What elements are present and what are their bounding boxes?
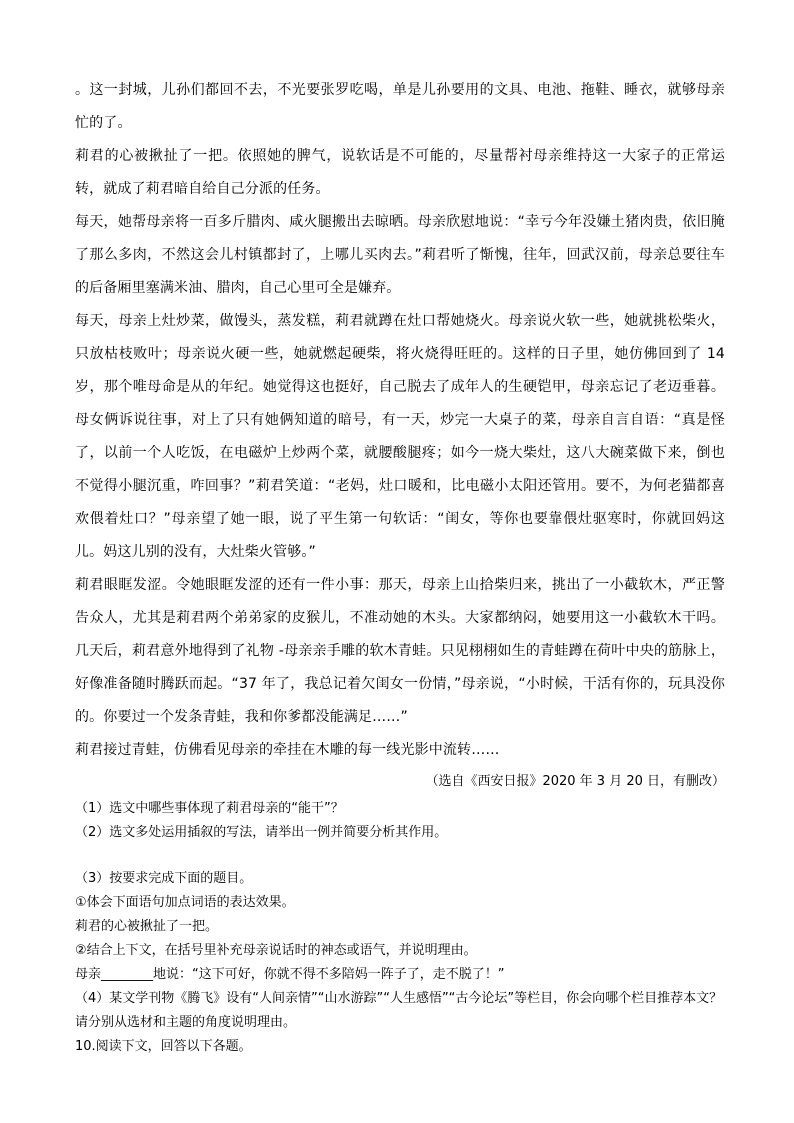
passage-paragraph-4: 每天，母亲上灶炒菜，做馒头，蒸发糕，莉君就蹲在灶口帮她烧火。母亲说火软一些，她就挑松柴火，只放枯枝败叶；母亲说火硬一些，她就燃起硬柴，将火烧得旺旺的。这样的日子里，她仿佛回到了 14 岁，那个唯母命是从的年纪。她觉得这也挺好，自己脱去了成年人的生硬铠甲，母亲忘记了老迈垂暮。母女俩诉说往事，对上了只有她俩知道的暗号，有一天，炒完一大桌子的菜，母亲自言自语：“真是怪了，以前一个人吃饭，在电磁炉上炒两个菜，就腰酸腿疼；如今一烧大柴灶，这八大碗菜做下来，倒也不觉得小腿沉重，咋回事？”莉君笑道：“老妈，灶口暖和，比电磁小太阳还管用。要不，为何老猫都喜欢偎着灶口？”母亲望了她一眼，说了平生第一句软话：“闺女，等你也要靠偎灶驱寒时，你就回妈这儿。妈这儿别的没有，大灶柴火管够。” <box>75 313 725 560</box>
passage-paragraph-1: 。这一封城，儿孙们都回不去，不光要张罗吃喝，单是儿孙要用的文具、电池、拖鞋、睡衣，就够母亲忙的了。 <box>75 82 725 131</box>
question-3-part-2-sentence: 母亲________地说：“这下可好，你就不得不多陪妈一阵子了，走不脱了！” <box>75 967 505 982</box>
source-citation: （选自《西安日报》2020 年 3 月 20 日，有删改） <box>425 774 725 789</box>
passage-paragraph-5: 莉君眼眶发涩。令她眼眶发涩的还有一件小事：那天，母亲上山拾柴归来，挑出了一小截软木，严正警告众人，尤其是莉君两个弟弟家的皮猴儿，不准动她的木头。大家都纳闷，她要用这一小截软木干吗。几天后，莉君意外地得到了礼物 -母亲亲手雕的软木青蛙。只见栩栩如生的青蛙蹲在荷叶中央的筋脉上，好像准备随时腾跃而起。“37 年了，我总记着欠闺女一份情，”母亲说，“小时候，干活有你的，玩具没你的。你要过一个发条青蛙，我和你爹都没能满足……” <box>75 577 725 725</box>
passage-paragraph-6: 莉君接过青蛙，仿佛看见母亲的牵挂在木雕的每一线光影中流转…… <box>75 742 500 758</box>
question-4: （4）某文学刊物《腾飞》设有“人间亲情”“山水游踪”“人生感悟”“古今论坛”等栏目，你会向哪个栏目推荐本文？请分别从选材和主题的角度说明理由。 <box>75 991 723 1030</box>
spacer <box>75 845 725 867</box>
reading-passage <box>75 74 725 1059</box>
passage-paragraph-2: 莉君的心被揪扯了一把。依照她的脾气，说软话是不可能的，尽量帮衬母亲维持这一大家子的正常运转，就成了莉君暗自给自己分派的任务。 <box>75 148 725 197</box>
question-3-title: （3）按要求完成下面的题目。 <box>75 871 253 886</box>
question-3-part-1-sentence: 莉君的心被揪扯了一把。 <box>75 919 219 934</box>
question-3-part-2: ②结合上下文，在括号里补充母亲说话时的神态或语气，并说明理由。 <box>75 943 477 958</box>
question-10-heading: 10.阅读下文，回答以下各题。 <box>75 1039 252 1054</box>
passage-paragraph-3: 每天，她帮母亲将一百多斤腊肉、咸火腿搬出去晾晒。母亲欣慰地说：“幸亏今年没嫌土猪肉贵，依旧腌了那么多肉，不然这会儿村镇都封了，上哪儿买肉去。”莉君听了惭愧，往年，回武汉前，母亲总要往车的后备厢里塞满米油、腊肉，自己心里可全是嫌弃。 <box>75 214 725 296</box>
question-2: （2）选文多处运用插叙的写法，请举出一例并简要分析其作用。 <box>75 825 448 840</box>
question-1: （1）选文中哪些事体现了莉君母亲的“能干”？ <box>75 801 344 816</box>
question-3-part-1: ①体会下面语句加点词语的表达效果。 <box>75 895 295 910</box>
